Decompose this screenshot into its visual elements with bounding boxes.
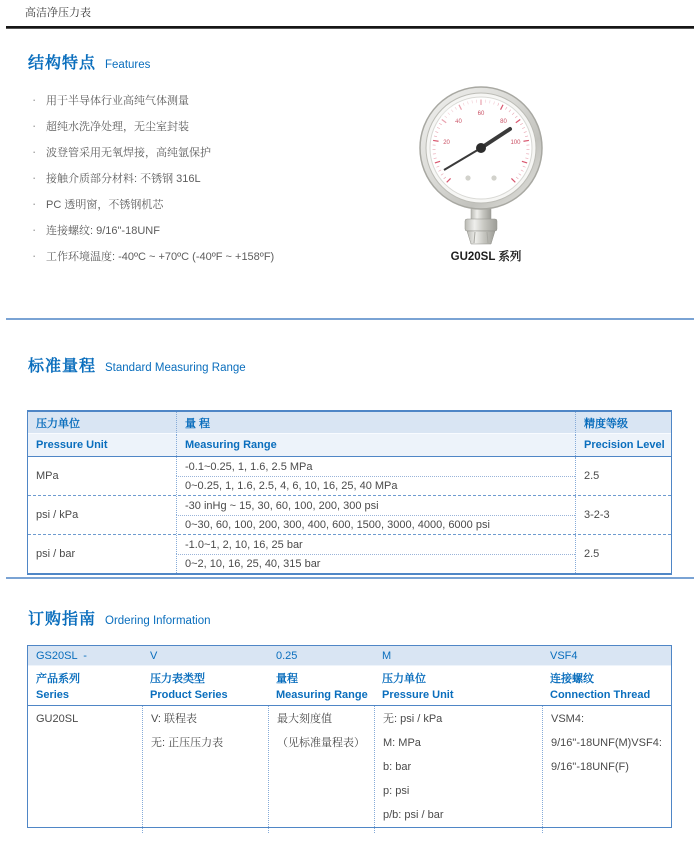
feature-text: 超纯水洗净处理，无尘室封装 — [46, 121, 189, 133]
column-header — [142, 666, 268, 705]
option-line: p/b: psi / bar — [383, 809, 444, 821]
feature-item — [30, 92, 410, 107]
option-cell — [542, 706, 673, 833]
feature-item — [30, 248, 410, 263]
precision-cell: 3-2-3 — [575, 496, 670, 534]
feature-item — [30, 144, 410, 159]
code-cell: GS20SL - — [36, 649, 87, 662]
section-divider — [6, 577, 694, 579]
code-cell: VSF4 — [550, 649, 578, 662]
bullet-icon: · — [32, 144, 37, 159]
label-zh: 连接螺纹 — [550, 673, 594, 685]
ordering-heading-en: Ordering Information — [105, 615, 211, 627]
top-divider — [6, 26, 694, 29]
column-header: 精度等级 — [575, 412, 670, 433]
gauge-caption: GU20SL 系列 — [450, 251, 522, 263]
measuring-heading-en: Standard Measuring Range — [105, 362, 246, 374]
option-cell — [142, 706, 268, 833]
bullet-icon: · — [32, 118, 37, 133]
ordering-heading — [28, 606, 210, 629]
feature-text: 波登管采用无氧焊接，高纯氩保护 — [46, 147, 211, 159]
range-cell: 0~30, 60, 100, 200, 300, 400, 600, 1500, 3000, 4000, 6000 psi — [176, 515, 575, 534]
precision-cell: 2.5 — [575, 535, 670, 573]
bullet-icon: · — [32, 170, 37, 185]
feature-text: 工作环境温度: -40ºC ~ +70ºC (-40ºF ~ +158ºF) — [46, 251, 275, 263]
feature-text: 连接螺纹: 9/16"-18UNF — [46, 225, 160, 237]
table-header-row-zh — [28, 412, 671, 434]
order-options-row — [28, 706, 671, 827]
table-row — [28, 495, 671, 534]
unit-cell: psi / kPa — [36, 509, 79, 521]
column-header — [374, 666, 542, 705]
bullet-icon: · — [32, 222, 37, 237]
features-heading-en: Features — [105, 59, 151, 71]
column-header: Pressure Unit — [36, 439, 108, 451]
option-line: 9/16"-18UNF(M)VSF4: — [551, 737, 662, 749]
feature-item — [30, 170, 410, 185]
ordering-table — [27, 645, 672, 828]
option-line: b: bar — [383, 761, 412, 773]
column-header: Precision Level — [575, 434, 670, 456]
code-cell: M — [382, 649, 392, 662]
unit-cell: psi / bar — [36, 548, 76, 560]
order-label-row — [28, 666, 671, 706]
table-row — [28, 534, 671, 573]
option-line: 最大刻度值 — [277, 713, 332, 725]
option-line: 无: 正压压力表 — [151, 737, 224, 749]
option-line: VSM4: — [551, 713, 585, 725]
measuring-heading-zh: 标准量程 — [28, 358, 97, 375]
label-en: Product Series — [150, 689, 228, 701]
column-header: Measuring Range — [176, 434, 575, 456]
code-cell: 0.25 — [276, 649, 298, 662]
option-line: （见标准量程表） — [277, 737, 365, 749]
label-en: Series — [36, 689, 70, 701]
section-divider — [6, 318, 694, 320]
label-en: Measuring Range — [276, 689, 368, 701]
features-heading — [28, 50, 150, 73]
svg-text:80: 80 — [500, 119, 507, 126]
gauge-figure — [408, 86, 564, 264]
label-en: Connection Thread — [550, 689, 651, 701]
unit-cell: MPa — [36, 470, 59, 482]
range-cell: 0~0.25, 1, 1.6, 2.5, 4, 6, 10, 16, 25, 40 MPa — [176, 476, 575, 495]
feature-item — [30, 222, 410, 237]
option-line: p: psi — [383, 785, 410, 797]
table-header-row-en — [28, 434, 671, 457]
option-cell — [28, 706, 142, 833]
label-zh: 压力表类型 — [150, 673, 205, 685]
table-row — [28, 457, 671, 495]
bullet-icon: · — [32, 196, 37, 211]
option-line: 9/16"-18UNF(F) — [551, 761, 629, 773]
range-cell: 0~2, 10, 16, 25, 40, 315 bar — [176, 554, 575, 573]
option-line: V: 联程表 — [151, 713, 198, 725]
measuring-heading — [28, 353, 246, 376]
column-header: 量 程 — [176, 412, 575, 433]
column-header — [268, 666, 374, 705]
label-zh: 量程 — [276, 673, 298, 685]
option-cell — [374, 706, 542, 833]
pressure-gauge-image — [411, 86, 561, 246]
option-line: M: MPa — [383, 737, 421, 749]
range-cell: -30 inHg ~ 15, 30, 60, 100, 200, 300 psi — [176, 496, 575, 515]
features-heading-zh: 结构特点 — [28, 55, 97, 72]
label-zh: 产品系列 — [36, 673, 80, 685]
feature-item — [30, 118, 410, 133]
svg-text:60: 60 — [477, 111, 485, 117]
column-header — [542, 666, 673, 705]
feature-text: PC 透明窗，不锈钢机芯 — [46, 199, 164, 211]
precision-cell: 2.5 — [575, 457, 670, 495]
range-cell: -1.0~1, 2, 10, 16, 25 bar — [176, 535, 575, 554]
label-zh: 压力单位 — [382, 673, 426, 685]
option-cell — [268, 706, 374, 833]
label-en: Pressure Unit — [382, 689, 454, 701]
ordering-heading-zh: 订购指南 — [28, 611, 97, 628]
option-line: GU20SL — [36, 713, 79, 725]
order-code-row — [28, 646, 671, 666]
column-header — [28, 666, 142, 705]
document-title: 高洁净压力表 — [25, 7, 91, 19]
bullet-icon: · — [32, 248, 37, 263]
feature-text: 接触介质部分材料: 不锈钢 316L — [46, 173, 201, 185]
feature-item — [30, 196, 410, 211]
svg-text:100: 100 — [510, 139, 521, 146]
svg-text:20: 20 — [443, 139, 450, 146]
measuring-range-table — [27, 410, 672, 575]
features-list — [30, 92, 410, 277]
svg-text:40: 40 — [455, 119, 462, 126]
bullet-icon: · — [32, 92, 37, 107]
range-cell: -0.1~0.25, 1, 1.6, 2.5 MPa — [176, 457, 575, 476]
feature-text: 用于半导体行业高纯气体测量 — [46, 95, 189, 107]
code-cell: V — [150, 649, 158, 662]
column-header: 压力单位 — [36, 417, 80, 430]
option-line: 无: psi / kPa — [383, 713, 443, 725]
